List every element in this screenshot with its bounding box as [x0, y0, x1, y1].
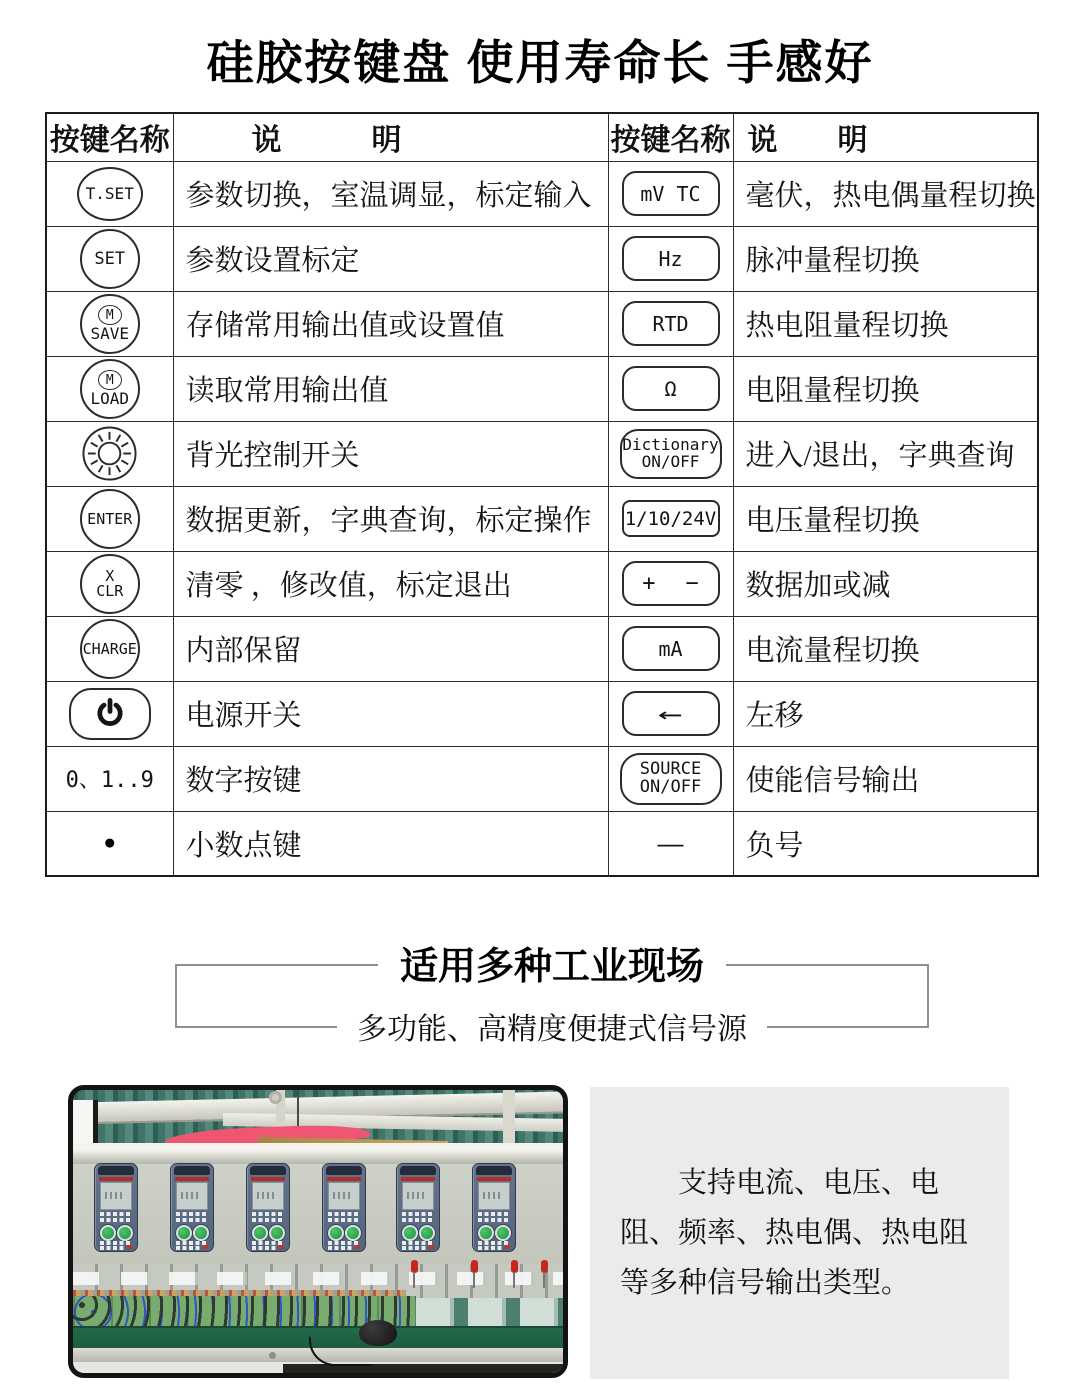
- device-keys: [402, 1218, 434, 1222]
- device-keys: [402, 1246, 427, 1250]
- device-green-button: [419, 1225, 435, 1241]
- red-clamp: [471, 1260, 478, 1273]
- digit-desc: 数字按键: [173, 746, 608, 811]
- voltage-desc: 电压量程切换: [733, 486, 1038, 551]
- msave-desc: 存储常用输出值或设置值: [173, 291, 608, 356]
- device-green-button: [176, 1225, 192, 1241]
- charge-key-label: CHARGE: [82, 639, 137, 658]
- device-red-key: [127, 1245, 132, 1249]
- rtd-desc: 热电阻量程切换: [733, 291, 1038, 356]
- power-icon: [93, 697, 127, 731]
- rtd-key-label: RTD: [652, 311, 689, 336]
- device-keys: [100, 1246, 125, 1250]
- source-key-line1: SOURCE: [639, 758, 702, 779]
- ma-key: [622, 626, 720, 671]
- power-key: [69, 688, 151, 740]
- left-arrow-desc: 左移: [733, 681, 1038, 746]
- feature-panel: [590, 1087, 1009, 1379]
- digit-keys: 0、1..9: [65, 768, 154, 793]
- device-green-button: [269, 1225, 285, 1241]
- enter-key: [80, 489, 140, 549]
- device-keys: [328, 1218, 360, 1222]
- device-keys: [100, 1212, 132, 1216]
- hz-desc: 脉冲量程切换: [733, 226, 1038, 291]
- device-keys: [100, 1218, 132, 1222]
- acrylic-fixtures: [73, 1272, 563, 1285]
- negative-desc: 负号: [733, 811, 1038, 876]
- device-screen: [100, 1182, 132, 1210]
- handheld-device: [396, 1163, 440, 1252]
- device-cap: [174, 1166, 210, 1175]
- clr-key: [80, 554, 140, 614]
- decimal-desc: 小数点键: [173, 811, 608, 876]
- msave-key-label: SAVE: [90, 324, 130, 343]
- device-keys: [252, 1212, 284, 1216]
- device-red-key: [355, 1245, 360, 1249]
- industry-banner: [175, 946, 929, 1046]
- table-row: [46, 291, 1038, 356]
- computer-mouse: [359, 1320, 397, 1346]
- tset-desc: 参数切换，室温调显，标定输入: [173, 161, 608, 226]
- device-red-stripe: [327, 1177, 361, 1181]
- backlight-desc: 背光控制开关: [173, 421, 608, 486]
- ohm-desc: 电阻量程切换: [733, 356, 1038, 421]
- device-green-button: [345, 1225, 361, 1241]
- enter-key-label: ENTER: [87, 509, 133, 528]
- ohm-key: [622, 366, 720, 411]
- msave-key: [80, 294, 140, 354]
- set-desc: 参数设置标定: [173, 226, 608, 291]
- device-green-button: [100, 1225, 116, 1241]
- red-clamp: [541, 1260, 548, 1273]
- device-green-button: [478, 1225, 494, 1241]
- handheld-device: [94, 1163, 138, 1252]
- left-arrow-icon: ←: [658, 699, 683, 728]
- m-badge: M: [98, 370, 122, 390]
- source-desc: 使能信号输出: [733, 746, 1038, 811]
- factory-photo: [68, 1085, 568, 1378]
- screw: [269, 1352, 276, 1359]
- tset-key: [77, 167, 143, 221]
- red-clamp: [511, 1260, 518, 1273]
- backlight-sun-icon: [81, 425, 138, 482]
- under-table-shadow: [283, 1364, 568, 1373]
- device-cap: [400, 1166, 436, 1175]
- handheld-device: [472, 1163, 516, 1252]
- table-row: [46, 551, 1038, 616]
- decimal-dot-key: ●: [103, 831, 117, 855]
- set-key-label: SET: [94, 248, 126, 269]
- handheld-device: [170, 1163, 214, 1252]
- mload-desc: 读取常用输出值: [173, 356, 608, 421]
- mvtc-key-label: mV TC: [640, 181, 701, 206]
- ohm-key-label: Ω: [664, 376, 677, 401]
- hz-key-label: Hz: [658, 246, 683, 271]
- hz-key: [622, 236, 720, 281]
- mvtc-key: [622, 171, 720, 216]
- device-green-button: [402, 1225, 418, 1241]
- minus-label: −: [685, 571, 699, 596]
- device-screen: [328, 1182, 360, 1210]
- dictionary-key: [620, 429, 722, 479]
- device-keys: [478, 1218, 510, 1222]
- charge-key: [80, 619, 140, 679]
- table-row: [46, 746, 1038, 811]
- dictionary-desc: 进入/退出，字典查询: [733, 421, 1038, 486]
- set-key: [80, 229, 140, 289]
- dictionary-key-line2: ON/OFF: [641, 451, 700, 471]
- header-key-name-right: 按键名称: [608, 113, 733, 161]
- mvtc-desc: 毫伏，热电偶量程切换: [733, 161, 1038, 226]
- m-badge: M: [98, 305, 122, 325]
- header-key-name-left: 按键名称: [46, 113, 173, 161]
- feature-text: 支持电流、电压、电阻、频率、热电偶、热电阻等多种信号输出类型。: [620, 1167, 969, 1299]
- enter-desc: 数据更新，字典查询，标定操作: [173, 486, 608, 551]
- device-keys: [478, 1212, 510, 1216]
- clr-key-line2: CLR: [96, 581, 124, 600]
- device-cap: [250, 1166, 286, 1175]
- device-keys: [478, 1246, 503, 1250]
- header-desc-right: 说 明: [733, 113, 1038, 161]
- device-keys: [402, 1212, 434, 1216]
- device-green-button: [193, 1225, 209, 1241]
- device-keys: [252, 1246, 277, 1250]
- device-red-key: [279, 1245, 284, 1249]
- device-screen: [478, 1182, 510, 1210]
- device-keys: [328, 1212, 360, 1216]
- ma-key-label: mA: [658, 636, 683, 661]
- tset-key-label: T.SET: [85, 184, 134, 203]
- voltage-key-label: 1/10/24V: [624, 507, 717, 530]
- negative-sign-key: —: [657, 827, 684, 858]
- source-key: [620, 753, 722, 805]
- device-red-key: [505, 1245, 510, 1249]
- voltage-key: [622, 500, 720, 537]
- device-red-key: [429, 1245, 434, 1249]
- device-keys: [176, 1218, 208, 1222]
- banner-title: 适用多种工业现场: [378, 935, 726, 990]
- rtd-key: [622, 301, 720, 346]
- table-row: [46, 811, 1038, 876]
- device-red-stripe: [477, 1177, 511, 1181]
- table-row: [46, 681, 1038, 746]
- device-red-stripe: [99, 1177, 133, 1181]
- device-keys: [252, 1218, 284, 1222]
- mload-key: [80, 359, 140, 419]
- banner-subtitle: 多功能、高精度便捷式信号源: [337, 1004, 767, 1048]
- device-screen: [252, 1182, 284, 1210]
- device-red-stripe: [401, 1177, 435, 1181]
- plus-minus-key: [622, 561, 720, 606]
- red-clamp: [411, 1260, 418, 1273]
- dictionary-key-line1: Dictionary: [622, 434, 719, 454]
- acrylic-bases: [416, 1298, 563, 1326]
- device-screen: [176, 1182, 208, 1210]
- device-cap: [98, 1166, 134, 1175]
- charge-desc: 内部保留: [173, 616, 608, 681]
- left-arrow-key: [622, 691, 720, 736]
- device-green-button: [495, 1225, 511, 1241]
- device-keys: [176, 1246, 201, 1250]
- table-row: [46, 616, 1038, 681]
- device-keys: [328, 1246, 353, 1250]
- device-red-stripe: [251, 1177, 285, 1181]
- device-green-button: [252, 1225, 268, 1241]
- handheld-device: [246, 1163, 290, 1252]
- mload-key-label: LOAD: [90, 389, 130, 408]
- device-cap: [476, 1166, 512, 1175]
- plus-label: +: [642, 571, 656, 596]
- device-green-button: [117, 1225, 133, 1241]
- device-screen: [402, 1182, 434, 1210]
- power-desc: 电源开关: [173, 681, 608, 746]
- key-function-table: [45, 112, 1039, 877]
- table-row: [46, 421, 1038, 486]
- table-row: [46, 356, 1038, 421]
- plus-minus-desc: 数据加或减: [733, 551, 1038, 616]
- table-row: [46, 161, 1038, 226]
- table-row: [46, 486, 1038, 551]
- page-title: 硅胶按键盘 使用寿命长 手感好: [206, 36, 874, 89]
- source-key-line2: ON/OFF: [639, 776, 702, 797]
- device-keys: [176, 1212, 208, 1216]
- header-desc-left: 说 明: [173, 113, 608, 161]
- device-cap: [326, 1166, 362, 1175]
- table-row: [46, 226, 1038, 291]
- ma-desc: 电流量程切换: [733, 616, 1038, 681]
- clr-key-line1: X: [105, 566, 115, 585]
- device-red-stripe: [175, 1177, 209, 1181]
- handheld-device: [322, 1163, 366, 1252]
- device-green-button: [328, 1225, 344, 1241]
- table-header-row: [46, 113, 1038, 161]
- clr-desc: 清零 ，修改值，标定退出: [173, 551, 608, 616]
- device-red-key: [203, 1245, 208, 1249]
